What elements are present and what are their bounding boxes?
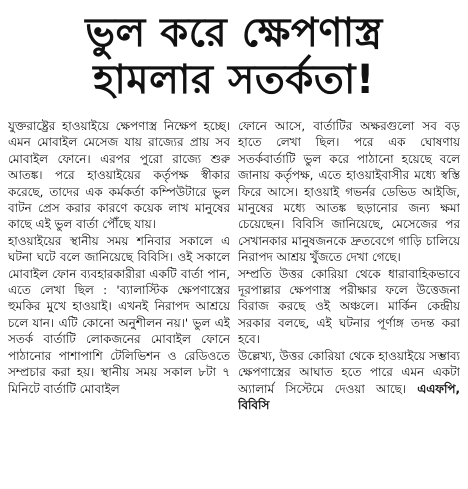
article-column-2	[238, 118, 460, 487]
article-paragraph-text: উল্লেখ্য, উত্তর কোরিয়া থেকে হাওয়াইয়ে সম্ভাব্য ক্ষেপণাস্ত্রের আঘাত হতে পারে এমন একটা অ্যালার্ম সিস্টেমে দেওয়া আছে।	[238, 348, 460, 396]
article-paragraph-last	[238, 348, 460, 414]
headline-line-1: ভুল করে ক্ষেপণাস্ত্র	[85, 10, 383, 56]
article-paragraph: যুক্তরাষ্ট্রের হাওয়াইয়ে ক্ষেপণাস্ত্র নিক্ষেপ হচ্ছে। এমন মোবাইল মেসেজ যায় রাজ্যের প্রায় সব মোবাইল ফোনে। এরপর পুরো রাজ্যে শুরু আতঙ্ক। পরে হাওয়াইয়ের কর্তৃপক্ষ স্বীকার করেছে, তাদের এক কর্মকর্তা কম্পিউটারে ভুল বাটন প্রেস করার কারণে কয়েক লাখ মানুষের কাছে এই ভুল বার্তা পৌঁছে যায়।	[8, 119, 230, 232]
dateline: এএফপি, বিবিসি	[238, 381, 460, 412]
article-body	[8, 118, 460, 487]
article-paragraph: সম্প্রতি উত্তর কোরিয়া থেকে ধারাবাহিকভাবে দূরপাল্লার ক্ষেপণাস্ত্র পরীক্ষার ফলে উত্তেজনা বিরাজ করছে ওই অঞ্চলে। মার্কিন কেন্দ্রীয় সরকার বলছে, এই ঘটনার পূর্ণাঙ্গ তদন্ত করা হবে।	[238, 266, 460, 347]
article-paragraph: ফোনে আসে, বার্তাটির অক্ষরগুলো সব বড় হাতে লেখা ছিল। পরে এক ঘোষণায় সতর্কবার্তাটি ভুল করে পাঠানো হয়েছে বলে জানায় কর্তৃপক্ষ, এতে হাওয়াইবাসীর মধ্যে স্বস্তি ফিরে আসে। হাওয়াই গভর্নর ডেভিড আইজি, মানুষের মধ্যে আতঙ্ক ছড়ানোর জন্য ক্ষমা চেয়েছেন। বিবিসি জানিয়েছে, মেসেজের পর সেখানকার মানুষজনকে দ্রুতবেগে গাড়ি চালিয়ে নিরাপদ আশ্রয় খুঁজতে দেখা গেছে।	[238, 119, 460, 265]
headline-line-2: হামলার সতর্কতা!	[93, 57, 375, 104]
article-column-1	[8, 118, 230, 487]
article-paragraph: হাওয়াইয়ের স্থানীয় সময় শনিবার সকালে এ ঘটনা ঘটে বলে জানিয়েছে বিবিসি। ওই সকালে মোবাইল ফোন ব্যবহারকারীরা একটি বার্তা পান, এতে লেখা ছিল : 'ব্যালাস্টিক ক্ষেপণাস্ত্রের হুমকির মুখে হাওয়াই। এখনই নিরাপদ আশ্রয়ে চলে যান। এটি কোনো অনুশীলন নয়।' ভুল এই সতর্ক বার্তাটি লোকজনের মোবাইল ফোনে পাঠানোর পাশাপাশি টেলিভিশন ও রেডিওতে সম্প্রচার করা হয়। স্থানীয় সময় সকাল ৮টা ৭ মিনিটে বার্তাটি মোবাইল	[8, 233, 230, 396]
headline	[8, 10, 460, 104]
